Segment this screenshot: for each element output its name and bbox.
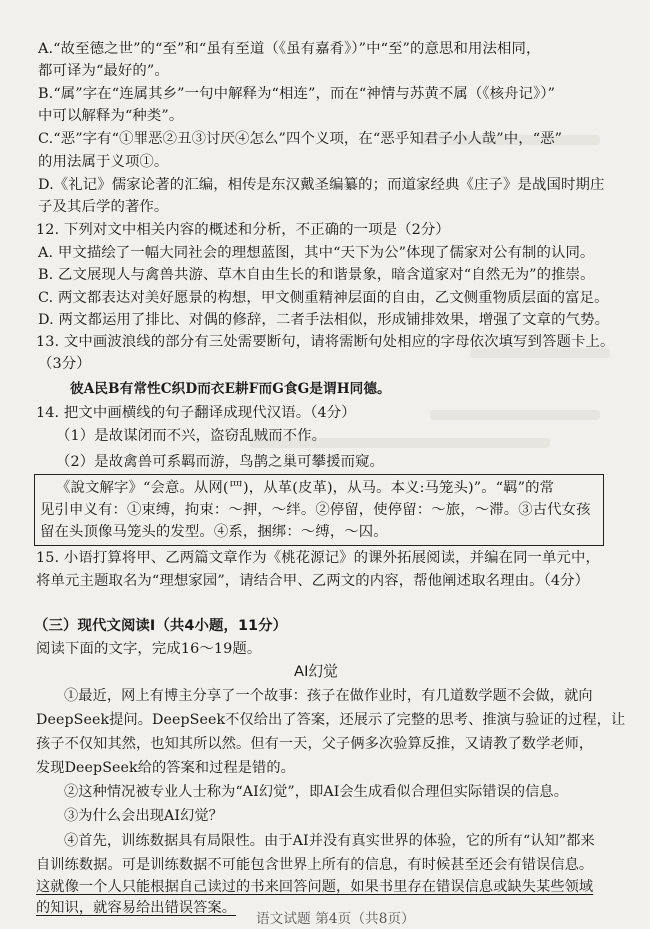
- q11-option-d-line1: D.《礼记》儒家论著的汇编，相传是东汉戴圣编纂的；而道家经典《庄子》是战国时期庄: [38, 177, 605, 193]
- q11-option-b-line2: 中可以解释为“种类”。: [38, 108, 184, 124]
- q11-option-c-line2: 的用法属于义项①。: [38, 154, 169, 170]
- q13-score: （3分）: [38, 356, 91, 372]
- article-title: AI幻觉: [294, 663, 338, 680]
- dictionary-note-line3: 留在头顶像马笼头的发型。④系，捆绑：～缚，～囚。: [40, 524, 388, 540]
- article-para4-line1: ④首先，训练数据具有局限性。由于AI并没有真实世界的体验，它的所有“认知”都来: [64, 833, 595, 849]
- q11-option-a-line2: 都可译为“最好的”。: [38, 63, 169, 79]
- article-para1-line3: 孩子不仅知其然，也知其所以然。但有一天，父子俩多次验算反推，又请教了数学老师，: [36, 736, 594, 752]
- article-para1-line1: ①最近，网上有博主分享了一个故事：孩子在做作业时，有几道数学题不会做，就向: [64, 688, 593, 704]
- section-instruction: 阅读下面的文字，完成16～19题。: [36, 641, 262, 657]
- q14-sentence-1: （1）是故谋闭而不兴，盗窃乱贼而不作。: [56, 428, 327, 444]
- bleed-through-mark: [430, 410, 600, 420]
- q13-sentence: 彼A民B有常性C织D而衣E耕F而G食G是谓H同德。: [70, 381, 391, 397]
- q14-stem: 14. 把文中画横线的句子翻译成现代汉语。（4分）: [36, 405, 356, 421]
- article-para4-line4-underlined: 的知识，就容易给出错误答案。: [36, 900, 237, 916]
- article-para1-line2: DeepSeek提问。DeepSeek不仅给出了答案，还展示了完整的思考、推演与验证的过程，让: [36, 712, 626, 728]
- article-para1-line4: 发现DeepSeek给的答案和过程是错的。: [36, 760, 295, 776]
- q11-option-d-line2: 子及其后学的著作。: [38, 199, 169, 215]
- q12-stem: 12. 下列对文中相关内容的概述和分析，不正确的一项是（2分）: [36, 222, 450, 238]
- q11-option-b-line1: B.“属”字在“连属其乡”一句中解释为“相连”，而在“神情与苏黄不属（《核舟记》）”: [38, 86, 556, 102]
- article-para2: ②这种情况被专业人士称为“AI幻觉”，即AI会生成看似合理但实际错误的信息。: [64, 784, 569, 800]
- article-para3: ③为什么会出现AI幻觉？: [64, 808, 223, 824]
- article-para4-line2: 自训练数据。可是训练数据不可能包含世界上所有的信息，有时候甚至还会有错误信息。: [36, 857, 594, 873]
- q11-option-c-line1: C.“恶”字有“①罪恶②丑③讨厌④怎么”四个义项，在“恶乎知君子小人哉”中，“恶”: [38, 131, 563, 147]
- q15-line1: 15. 小语打算将甲、乙两篇文章作为《桃花源记》的课外拓展阅读，并编在同一单元中，: [36, 550, 601, 566]
- q12-option-c: C. 两文都表达对美好愿景的构想，甲文侧重精神层面的自由，乙文侧重物质层面的富足。: [38, 290, 609, 306]
- article-para4-line3-underlined: 这就像一个人只能根据自己读过的书来回答问题，如果书里存在错误信息或缺失某些领域: [36, 879, 594, 895]
- page-footer: 语文试题 第4页（共8页）: [256, 911, 415, 927]
- q13-stem: 13. 文中画波浪线的部分有三处需要断句，请将需断句处相应的字母依次填写到答题卡上。: [36, 334, 615, 350]
- dictionary-note-line1: 《說文解字》“会意。从网(罒)，从革(皮革)，从马。本义:马笼头)”。“羁”的常: [56, 480, 555, 496]
- q12-option-d: D. 两文都运用了排比、对偶的修辞，二者手法相似，形成铺排效果，增强了文章的气势。: [38, 312, 610, 328]
- q12-option-b: B. 乙文展现人与禽兽共游、草木自由生长的和谐景象，暗含道家对“自然无为”的推崇。: [38, 267, 595, 283]
- q11-option-a-line1: A.“故至德之世”的“至”和“虽有至道（《虽有嘉肴》）”中“至”的意思和用法相同，: [38, 41, 541, 57]
- q12-option-a: A. 甲文描绘了一幅大同社会的理想蓝图，其中“天下为公”体现了儒家对公有制的认同。: [38, 245, 595, 261]
- q15-line2: 将单元主题取名为“理想家园”，请结合甲、乙两文的内容，帮他阐述取名理由。（4分）: [36, 573, 590, 589]
- section-heading: （三）现代文阅读Ⅰ（共4小题，11分）: [34, 618, 288, 634]
- dictionary-note-line2: 见引申义有：①束缚，拘束：～押，～绊。②停留，使停留：～旅，～滞。③古代女孩: [40, 502, 591, 518]
- q14-sentence-2: （2）是故禽兽可系羁而游，鸟鹊之巢可攀援而窥。: [56, 454, 385, 470]
